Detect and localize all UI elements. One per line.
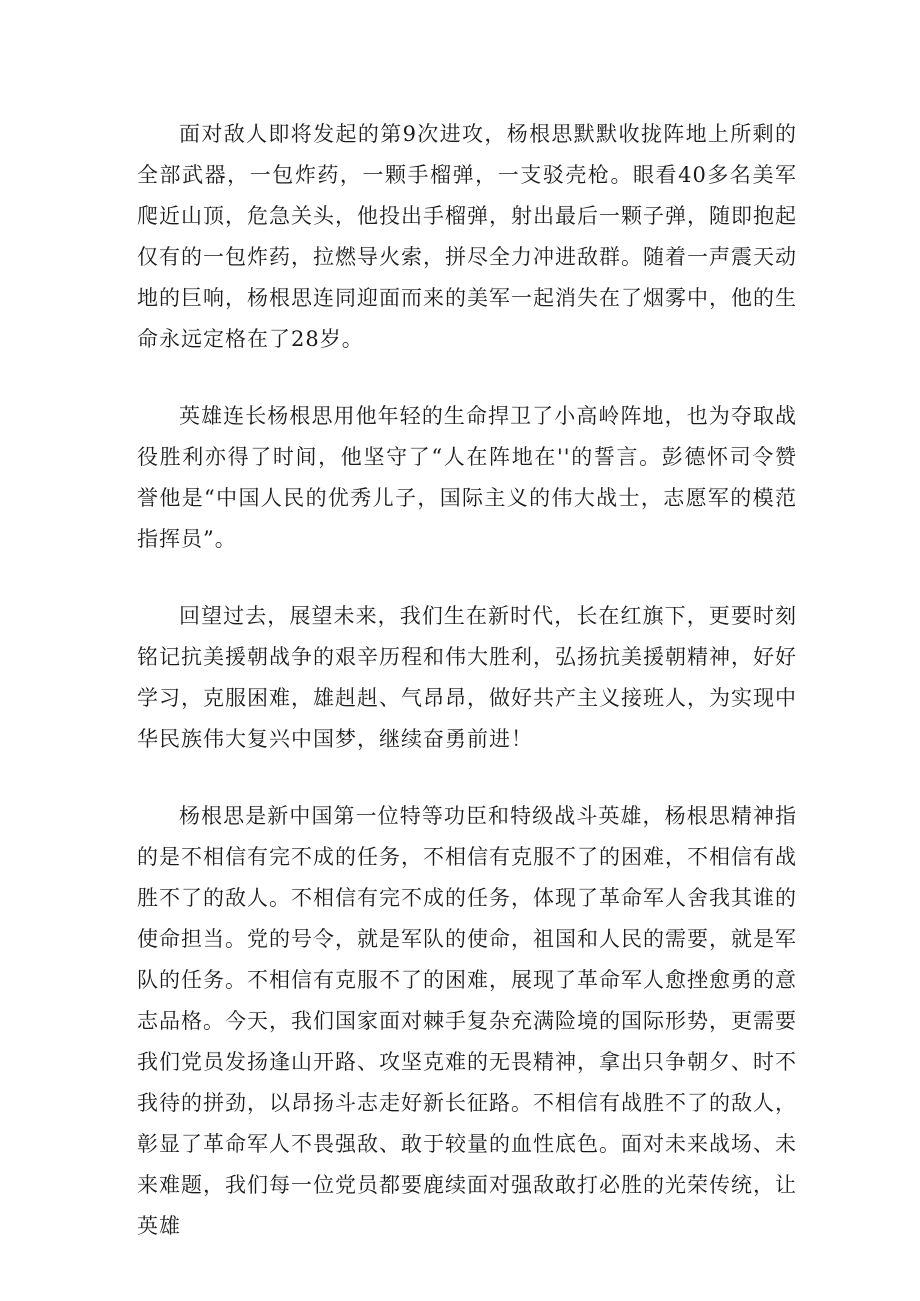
paragraph-3: 回望过去，展望未来，我们生在新时代，长在红旗下，更要时刻铭记抗美援朝战争的艰辛历程和伟大胜利，弘扬抗美援朝精神，好好学习，克服困难，雄赳赳、气昂昂，做好共产主义接班人，为实现中华民族伟大复兴中国梦，继续奋勇前进！ bbox=[137, 604, 797, 751]
document-body bbox=[137, 114, 797, 1247]
paragraph-1: 面对敌人即将发起的第9次进攻，杨根思默默收拢阵地上所剩的全部武器，一包炸药，一颗手榴弹，一支驳壳枪。眼看40多名美军爬近山顶，危急关头，他投出手榴弹，射出最后一颗子弹，随即抱起仅有的一包炸药，拉燃导火索，拼尽全力冲进敌群。随着一声震天动地的巨响，杨根思连同迎面而来的美军一起消失在了烟雾中，他的生命永远定格在了28岁。 bbox=[137, 122, 797, 351]
paragraph-4: 杨根思是新中国第一位特等功臣和特级战斗英雄，杨根思精神指的是不相信有完不成的任务，不相信有克服不了的困难，不相信有战胜不了的敌人。不相信有完不成的任务，体现了革命军人舍我其谁的使命担当。党的号令，就是军队的使命，祖国和人民的需要，就是军队的任务。不相信有克服不了的困难，展现了革命军人愈挫愈勇的意志品格。今天，我们国家面对棘手复杂充满险境的国际形势，更需要我们党员发扬逢山开路、攻坚克难的无畏精神，拿出只争朝夕、时不我待的拼劲，以昂扬斗志走好新长征路。不相信有战胜不了的敌人，彰显了革命军人不畏强敌、敢于较量的血性底色。面对未来战场、未来难题，我们每一位党员都要鹿续面对强敌敢打必胜的光荣传统，让英雄 bbox=[137, 804, 797, 1238]
paragraph-2: 英雄连长杨根思用他年轻的生命捍卫了小高岭阵地，也为夺取战役胜利亦得了时间，他坚守了“人在阵地在''的誓言。彭德怀司令赞誉他是“中国人民的优秀儿子，国际主义的伟大战士，志愿军的模范指挥员”。 bbox=[137, 404, 797, 551]
